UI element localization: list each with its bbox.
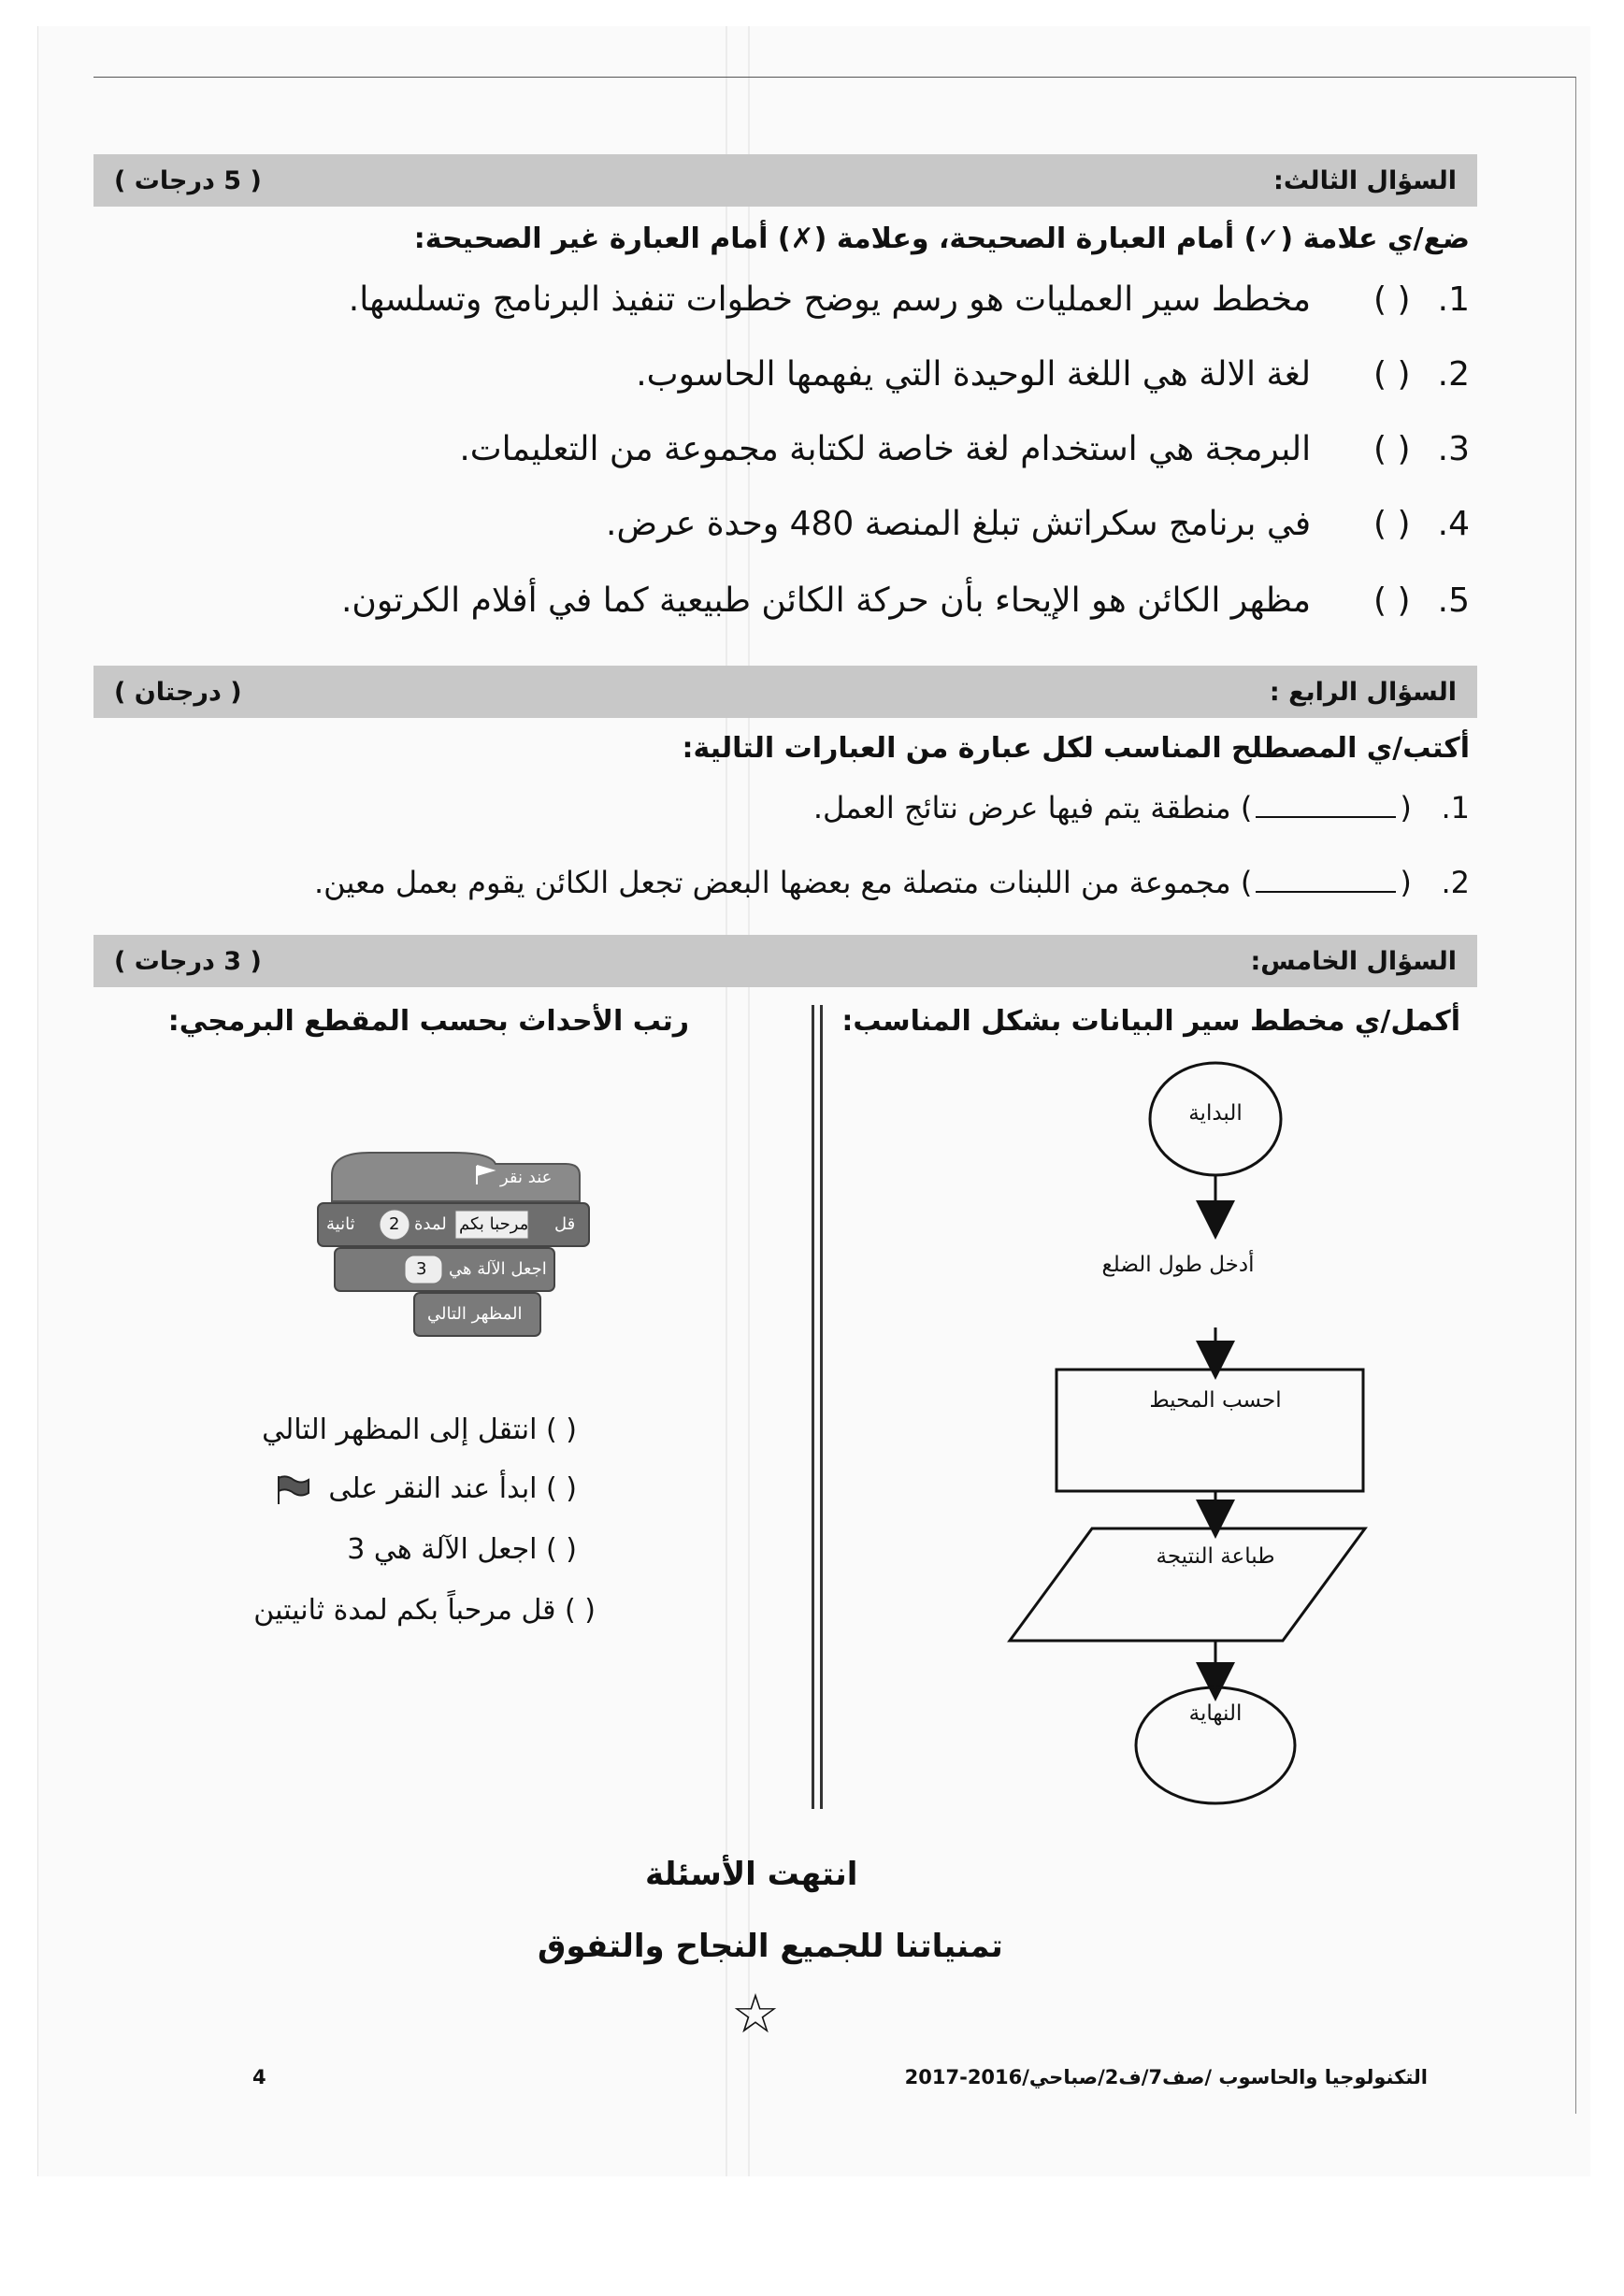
star-icon: ☆ <box>731 1982 780 2045</box>
item-text: مجموعة من اللبنات متصلة مع بعضها البعض تجعل الكائن يقوم بعمل معين. <box>313 865 1231 900</box>
footer-course: التكنولوجيا والحاسوب /صف7/ف2/صباحي/2016-2017 <box>904 2066 1428 2088</box>
column-divider <box>812 1005 814 1809</box>
order-item <box>253 1594 596 1627</box>
answer-box[interactable]: ( ) <box>1373 280 1411 319</box>
hat-block-label: عند نقر <box>500 1168 553 1187</box>
item-number: 2. <box>1441 865 1470 900</box>
item-number: 5. <box>1437 581 1470 620</box>
item-number: 1. <box>1437 280 1470 319</box>
q5-header-bar <box>93 935 1477 987</box>
flowchart-end-label: النهاية <box>1188 1701 1243 1726</box>
q3-header-bar <box>93 154 1477 207</box>
answer-box[interactable]: ( ) <box>546 1413 577 1446</box>
close-paren: ) <box>1240 790 1253 825</box>
costume-value-label: 3 <box>416 1259 427 1279</box>
q3-item <box>459 430 1470 468</box>
flowchart-output-label: طباعة النتيجة <box>1156 1544 1275 1569</box>
answer-box[interactable]: ( ) <box>546 1533 577 1566</box>
item-number: 3. <box>1437 430 1470 468</box>
answer-box[interactable]: ( ) <box>565 1594 596 1627</box>
flowchart-instruction: أكمل/ي مخطط سير البيانات بشكل المناسب: <box>841 1005 1460 1038</box>
q3-instruction: ضع/ي علامة (✓) أمام العبارة الصحيحة، وعلامة (✗) أمام العبارة غير الصحيحة: <box>413 222 1470 255</box>
item-text: مظهر الكائن هو الإيحاء بأن حركة الكائن طبيعية كما في أفلام الكرتون. <box>340 581 1312 620</box>
ordering-instruction: رتب الأحداث بحسب المقطع البرمجي: <box>167 1005 689 1038</box>
say-block <box>318 1203 589 1246</box>
q4-instruction: أكتب/ي المصطلح المناسب لكل عبارة من العبارات التالية: <box>682 732 1470 765</box>
answer-box[interactable]: ( ) <box>1373 505 1411 543</box>
order-item-text: اجعل الآلة هي 3 <box>347 1533 538 1566</box>
item-number: 1. <box>1441 790 1470 825</box>
say-mid-label: لمدة <box>414 1214 447 1234</box>
q5-points: ( 3 درجات ) <box>114 946 262 976</box>
q4-title: السؤال الرابع : <box>1269 677 1457 707</box>
column-divider <box>820 1005 823 1809</box>
q4-header-bar <box>93 666 1477 718</box>
answer-box[interactable]: ( ) <box>1373 430 1411 468</box>
open-paren: ( <box>1400 790 1412 825</box>
closing-line-2: تمنياتنا للجميع النجاح والتفوق <box>538 1928 1003 1965</box>
costume-prefix-label: اجعل الآلة هي <box>449 1259 547 1279</box>
answer-blank[interactable] <box>1256 883 1396 893</box>
item-text: في برنامج سكراتش تبلغ المنصة 480 وحدة عرض. <box>606 505 1312 543</box>
say-value-label: مرحبا بكم <box>459 1214 529 1234</box>
flowchart <box>982 1061 1374 1809</box>
order-item <box>262 1413 577 1446</box>
order-item-text: قل مرحباً بكم لمدة ثانيتين <box>253 1594 556 1627</box>
q3-points: ( 5 درجات ) <box>114 165 262 195</box>
item-text: البرمجة هي استخدام لغة خاصة لكتابة مجموعة من التعليمات. <box>459 430 1312 468</box>
flowchart-process-label: احسب المحيط <box>1149 1388 1282 1413</box>
answer-box[interactable]: ( ) <box>1373 581 1411 620</box>
item-number: 2. <box>1437 355 1470 394</box>
q3-item <box>606 505 1470 543</box>
order-item-text: ابدأ عند النقر على <box>328 1472 538 1505</box>
order-item <box>273 1472 577 1506</box>
item-number: 4. <box>1437 505 1470 543</box>
q4-item <box>813 790 1470 825</box>
q4-item <box>314 865 1470 900</box>
q4-points: ( درجتان ) <box>114 677 242 707</box>
flowchart-start-label: البداية <box>1188 1101 1243 1126</box>
q3-item <box>349 280 1470 319</box>
order-item-text: انتقل إلى المظهر التالي <box>262 1413 538 1446</box>
answer-box[interactable]: ( ) <box>1373 355 1411 394</box>
say-prefix-label: قل <box>554 1214 576 1234</box>
q5-title: السؤال الخامس: <box>1250 946 1457 976</box>
say-seconds-label: 2 <box>389 1214 400 1234</box>
q3-title: السؤال الثالث: <box>1273 165 1457 195</box>
scratch-script <box>313 1145 594 1379</box>
next-costume-label: المظهر التالي <box>427 1304 523 1324</box>
say-suffix-label: ثانية <box>326 1214 355 1234</box>
open-paren: ( <box>1400 865 1412 900</box>
item-text: لغة الالة هي اللغة الوحيدة التي يفهمها الحاسوب. <box>636 355 1312 394</box>
q3-item <box>636 355 1470 394</box>
closing-line-1: انتهت الأسئلة <box>645 1856 858 1893</box>
flowchart-input-label: أدخل طول الضلع <box>1101 1253 1255 1277</box>
order-item <box>347 1533 577 1566</box>
answer-blank[interactable] <box>1256 809 1396 818</box>
item-text: منطقة يتم فيها عرض نتائج العمل. <box>812 790 1231 825</box>
green-flag-icon <box>273 1474 310 1506</box>
q3-item <box>341 581 1470 620</box>
footer-page-number: 4 <box>252 2066 266 2088</box>
close-paren: ) <box>1240 865 1253 900</box>
item-text: مخطط سير العمليات هو رسم يوضح خطوات تنفيذ البرنامج وتسلسها. <box>348 280 1312 319</box>
answer-box[interactable]: ( ) <box>546 1472 577 1505</box>
